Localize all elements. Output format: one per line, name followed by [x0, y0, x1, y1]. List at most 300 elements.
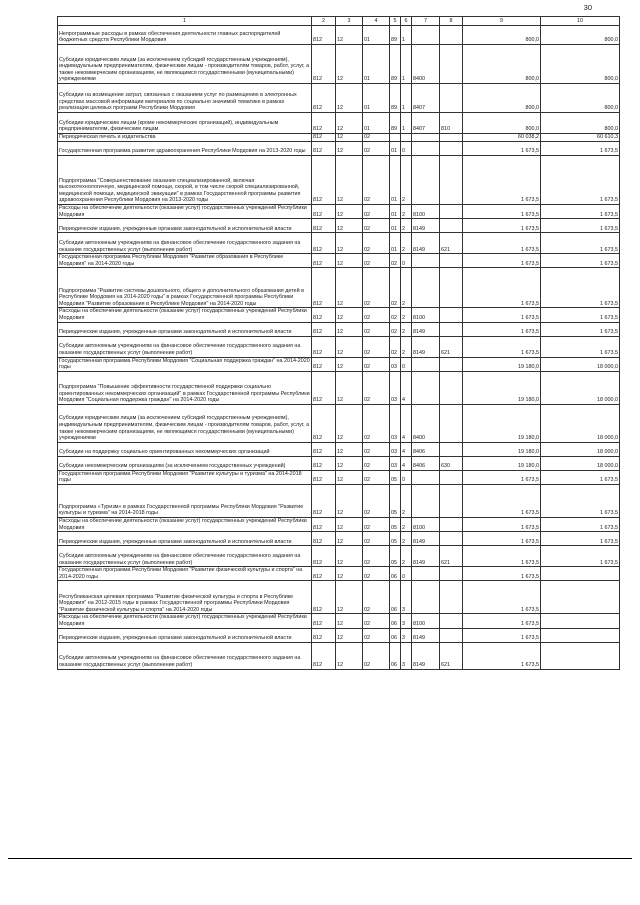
- table-cell: [440, 142, 463, 156]
- table-row: [58, 308, 620, 322]
- row-name-cell: Расходы на обеспечение деятельности (оказание услуг) государственных учреждений Республики Мордовия: [58, 205, 312, 219]
- table-row: [58, 484, 620, 517]
- row-name-cell: Республиканская целевая программа "Развитие физической культуры и спорта в Республике Мордовия" на 2012-2015 годы в рамках Государственной программы Республики Мордовия "Развитие физической культуры и спорта" на 2014-2020 годы: [58, 581, 312, 614]
- bottom-rule: [8, 858, 632, 859]
- table-cell: 8406: [412, 456, 440, 470]
- table-cell: 05: [390, 470, 401, 484]
- table-cell: 60 038,2: [463, 134, 541, 142]
- column-header: 9: [463, 17, 541, 26]
- table-cell: 3: [401, 614, 412, 628]
- table-cell: [440, 532, 463, 546]
- table-cell: 812: [312, 614, 336, 628]
- table-cell: 02: [363, 484, 390, 517]
- column-header: 6: [401, 17, 412, 26]
- row-name-cell: Государственная программа Республики Мордовия "Социальная поддержка граждан" на 2014-2020 годы: [59, 357, 310, 371]
- table-cell: 12: [336, 614, 363, 628]
- table-cell: 02: [363, 470, 390, 484]
- column-header: 8: [440, 17, 463, 26]
- table-cell: 812: [312, 254, 336, 268]
- table-cell: 812: [312, 26, 336, 45]
- table-cell: 1 673,5: [463, 532, 541, 546]
- table-cell: 8400: [412, 404, 440, 442]
- table-row: [58, 233, 620, 254]
- table-cell: 812: [312, 84, 336, 113]
- table-cell: 8100: [412, 614, 440, 628]
- table-cell: 1 673,5: [541, 336, 620, 357]
- table-cell: 812: [312, 470, 336, 484]
- table-row: [58, 156, 620, 205]
- table-cell: 12: [336, 470, 363, 484]
- table-cell: 8149: [412, 219, 440, 233]
- table-row: [58, 517, 620, 531]
- table-cell: 4: [401, 371, 412, 404]
- row-name-cell: Расходы на обеспечение деятельности (оказание услуг) государственных учреждений Республики Мордовия: [58, 614, 312, 628]
- table-cell: 800,0: [463, 84, 541, 113]
- table-cell: 12: [336, 322, 363, 336]
- table-cell: 8407: [412, 113, 440, 134]
- table-cell: 02: [363, 233, 390, 254]
- table-cell: 1 673,5: [463, 642, 541, 669]
- table-cell: 621: [440, 336, 463, 357]
- table-cell: [390, 134, 401, 142]
- table-cell: 1: [401, 84, 412, 113]
- table-row: [58, 336, 620, 357]
- table-cell: 89: [390, 45, 401, 84]
- row-name-cell: Периодические издания, учрежденные органами законодательной и исполнительной власти: [58, 322, 312, 336]
- table-cell: 1 673,5: [541, 254, 620, 268]
- table-cell: 12: [336, 268, 363, 308]
- table-cell: 1 673,5: [463, 308, 541, 322]
- table-cell: 12: [336, 404, 363, 442]
- table-cell: 18 000,0: [541, 442, 620, 456]
- table-cell: 1: [401, 113, 412, 134]
- row-name-cell: Расходы на обеспечение деятельности (оказание услуг) государственных учреждений Республики Мордовия: [58, 308, 312, 322]
- column-header: 5: [390, 17, 401, 26]
- row-name-cell: Субсидии юридическим лицам (кроме некоммерческих организаций), индивидуальным предпринимателям, физическим лицам: [58, 113, 312, 134]
- table-cell: 621: [440, 233, 463, 254]
- table-cell: 8149: [412, 642, 440, 669]
- table-cell: 8149: [412, 546, 440, 567]
- table-cell: 12: [336, 205, 363, 219]
- table-cell: 800,0: [541, 113, 620, 134]
- table-cell: 01: [390, 219, 401, 233]
- table-cell: 1: [401, 26, 412, 45]
- table-cell: 621: [440, 642, 463, 669]
- table-cell: 05: [390, 532, 401, 546]
- table-cell: 01: [390, 205, 401, 219]
- table-cell: 06: [390, 628, 401, 642]
- table-cell: 02: [363, 614, 390, 628]
- table-row: [58, 142, 620, 156]
- table-cell: [412, 156, 440, 205]
- table-cell: 800,0: [541, 26, 620, 45]
- table-cell: 12: [336, 567, 363, 581]
- row-name-cell: Субсидии на поддержку социально ориентированных некоммерческих организаций: [58, 442, 312, 456]
- table-cell: 1 673,5: [463, 546, 541, 567]
- table-cell: 03: [390, 371, 401, 404]
- table-cell: 02: [363, 268, 390, 308]
- column-header: 3: [336, 17, 363, 26]
- table-cell: 02: [390, 336, 401, 357]
- table-cell: [440, 134, 463, 142]
- table-cell: 2: [401, 546, 412, 567]
- table-cell: [440, 308, 463, 322]
- table-row: [58, 26, 620, 45]
- table-row: [58, 84, 620, 113]
- table-cell: 01: [363, 45, 390, 84]
- column-header: 1: [58, 17, 312, 26]
- table-cell: 8100: [412, 205, 440, 219]
- table-cell: 812: [312, 156, 336, 205]
- table-cell: 812: [312, 357, 336, 371]
- table-cell: 01: [390, 156, 401, 205]
- table-cell: 1 673,5: [541, 268, 620, 308]
- table-row: [58, 581, 620, 614]
- table-cell: [440, 26, 463, 45]
- table-cell: 812: [312, 322, 336, 336]
- table-row: [58, 642, 620, 669]
- table-cell: [412, 581, 440, 614]
- table-cell: 03: [390, 442, 401, 456]
- table-cell: 05: [390, 546, 401, 567]
- row-name-cell: Подпрограмма «Туризм» в рамках Государственной программы Республики Мордовия "Развитие культуры и туризма" на 2014-2018 годы: [58, 484, 312, 517]
- table-cell: 02: [363, 308, 390, 322]
- table-cell: 02: [363, 357, 390, 371]
- table-cell: 02: [363, 142, 390, 156]
- table-cell: [440, 628, 463, 642]
- table-cell: 812: [312, 205, 336, 219]
- table-row: [58, 254, 620, 268]
- table-cell: 02: [363, 322, 390, 336]
- column-header: 4: [363, 17, 390, 26]
- table-row: [58, 614, 620, 628]
- table-cell: [412, 371, 440, 404]
- row-name-cell: Подпрограмма "Повышение эффективности государственной поддержки социально ориентированных некоммерческих организаций" в рамках Государственной программы Республики Мордовия "Социальная поддержка граждан" на 2014-2020 годы: [58, 371, 312, 404]
- table-cell: 8149: [412, 322, 440, 336]
- table-cell: [440, 84, 463, 113]
- table-cell: 1 673,5: [541, 322, 620, 336]
- column-header: 7: [412, 17, 440, 26]
- table-cell: [541, 642, 620, 669]
- table-cell: 0: [401, 357, 412, 371]
- table-cell: 0: [401, 567, 412, 581]
- row-name-cell: Субсидии юридическим лицам (за исключением субсидий государственным учреждениям), индивидуальным предпринимателям, физическим лицам - производителям товаров, работ, услуг, а также некоммерческим организациям, не являющимся государственными (муниципальными) учреждениями: [58, 45, 312, 84]
- row-name-cell: Субсидии автономным учреждениям на финансовое обеспечение государственного задания на оказание государственных услуг (выполнение работ): [58, 642, 312, 669]
- table-cell: 812: [312, 484, 336, 517]
- table-cell: 02: [363, 336, 390, 357]
- table-row: [58, 456, 620, 470]
- table-cell: 06: [390, 567, 401, 581]
- table-cell: 0: [401, 470, 412, 484]
- table-cell: 8149: [412, 233, 440, 254]
- table-cell: 02: [363, 134, 390, 142]
- table-cell: 812: [312, 567, 336, 581]
- table-cell: 4: [401, 456, 412, 470]
- table-row: [58, 219, 620, 233]
- table-cell: 60 610,3: [541, 134, 620, 142]
- table-cell: [440, 614, 463, 628]
- table-cell: 800,0: [463, 45, 541, 84]
- row-name-cell: Субсидии автономным учреждениям на финансовое обеспечение государственного задания на оказание государственных услуг (выполнение работ): [58, 546, 312, 567]
- table-cell: 89: [390, 26, 401, 45]
- table-cell: 3: [401, 642, 412, 669]
- table-cell: 12: [336, 357, 363, 371]
- table-cell: 18 000,0: [541, 371, 620, 404]
- table-cell: 02: [363, 254, 390, 268]
- table-cell: 12: [336, 336, 363, 357]
- row-name-cell: Периодические издания, учрежденные органами законодательной и исполнительной власти: [58, 628, 312, 642]
- table-cell: 02: [363, 219, 390, 233]
- table-cell: [541, 567, 620, 581]
- table-cell: 812: [312, 517, 336, 531]
- table-cell: 02: [390, 254, 401, 268]
- row-name-cell: Подпрограмма "Развитие системы дошкольного, общего и дополнительного образования детей в Республике Мордовия на 2014-2020 годы" в рамках Государственной программы Республики Мордовия "Развитие образования в Республике Мордовия" на 2014-2020 годы: [58, 268, 312, 308]
- table-cell: 12: [336, 45, 363, 84]
- table-cell: 02: [363, 642, 390, 669]
- table-cell: 18 000,0: [541, 456, 620, 470]
- table-cell: 12: [336, 254, 363, 268]
- table-cell: 1 673,5: [463, 142, 541, 156]
- table-cell: 2: [401, 205, 412, 219]
- table-cell: 8400: [412, 45, 440, 84]
- table-cell: 19 180,0: [463, 442, 541, 456]
- table-cell: 1 673,5: [541, 546, 620, 567]
- table-cell: 01: [390, 233, 401, 254]
- table-cell: 02: [390, 322, 401, 336]
- table-cell: [440, 567, 463, 581]
- table-cell: 1 673,5: [541, 308, 620, 322]
- row-name-cell: Субсидии на возмещение затрат, связанных с оказанием услуг по размещению в электронных средствах массовой информации материалов по социально значимой тематике в рамках реализации целевых программ Республики Мордовия: [58, 84, 312, 113]
- table-cell: 8100: [412, 517, 440, 531]
- table-cell: 12: [336, 484, 363, 517]
- column-header: 2: [312, 17, 336, 26]
- column-header: 10: [541, 17, 620, 26]
- table-cell: 12: [336, 371, 363, 404]
- table-cell: 812: [312, 404, 336, 442]
- table-cell: 01: [363, 113, 390, 134]
- table-cell: 12: [336, 142, 363, 156]
- table-row: [58, 442, 620, 456]
- table-cell: 1 673,5: [541, 517, 620, 531]
- table-cell: [401, 134, 412, 142]
- table-cell: 12: [336, 442, 363, 456]
- table-cell: 2: [401, 268, 412, 308]
- table-cell: 812: [312, 581, 336, 614]
- table-cell: 812: [312, 113, 336, 134]
- table-cell: 800,0: [541, 84, 620, 113]
- table-cell: [440, 581, 463, 614]
- table-cell: 1 673,5: [541, 233, 620, 254]
- table-cell: 812: [312, 45, 336, 84]
- table-cell: [440, 156, 463, 205]
- table-cell: 03: [390, 404, 401, 442]
- table-cell: 621: [440, 546, 463, 567]
- row-name-cell: Периодические издания, учрежденные органами законодательной и исполнительной власти: [58, 532, 312, 546]
- table-cell: 2: [401, 308, 412, 322]
- table-cell: 8406: [412, 442, 440, 456]
- table-cell: 1 673,5: [541, 484, 620, 517]
- table-cell: 19 180,0: [463, 371, 541, 404]
- table-cell: 1 673,5: [541, 156, 620, 205]
- table-cell: 02: [363, 532, 390, 546]
- table-cell: 8149: [412, 532, 440, 546]
- table-cell: 8149: [412, 628, 440, 642]
- table-cell: [440, 45, 463, 84]
- table-row: [58, 532, 620, 546]
- table-cell: 12: [336, 581, 363, 614]
- table-cell: [440, 371, 463, 404]
- table-cell: 8407: [412, 84, 440, 113]
- table-cell: 06: [390, 614, 401, 628]
- table-cell: 0: [401, 142, 412, 156]
- table-cell: 89: [390, 113, 401, 134]
- table-cell: 02: [363, 156, 390, 205]
- table-cell: 8100: [412, 308, 440, 322]
- table-cell: 02: [363, 581, 390, 614]
- table-cell: 3: [401, 581, 412, 614]
- table-cell: [412, 567, 440, 581]
- row-name-cell: Субсидии юридическим лицам (за исключением субсидий государственным учреждениям), индивидуальным предпринимателям, физическим лицам - производителям товаров, работ, услуг, а также некоммерческим организациям, не являющимся государственными (муниципальными) учреждениями: [58, 404, 312, 442]
- table-row: [58, 45, 620, 84]
- table-cell: [440, 254, 463, 268]
- table-cell: 8149: [412, 336, 440, 357]
- row-name-cell: Расходы на обеспечение деятельности (оказание услуг) государственных учреждений Республики Мордовия: [58, 517, 312, 531]
- table-cell: 01: [390, 142, 401, 156]
- table-cell: [440, 322, 463, 336]
- table-cell: 12: [336, 546, 363, 567]
- table-cell: [440, 268, 463, 308]
- table-row: [58, 268, 620, 308]
- table-cell: [440, 484, 463, 517]
- table-cell: 18 000,0: [541, 404, 620, 442]
- table-cell: 2: [401, 233, 412, 254]
- table-cell: 1: [401, 45, 412, 84]
- table-cell: [440, 517, 463, 531]
- table-row: [58, 371, 620, 404]
- table-cell: 1 673,5: [463, 156, 541, 205]
- table-cell: 12: [336, 532, 363, 546]
- table-cell: 812: [312, 628, 336, 642]
- table-cell: [412, 142, 440, 156]
- table-cell: 812: [312, 233, 336, 254]
- table-cell: 800,0: [541, 45, 620, 84]
- row-name-cell: Периодические издания, учрежденные органами законодательной и исполнительной власти: [58, 219, 312, 233]
- table-cell: 810: [440, 113, 463, 134]
- table-cell: 2: [401, 517, 412, 531]
- table-cell: 1 673,5: [541, 532, 620, 546]
- table-cell: 1 673,5: [541, 205, 620, 219]
- table-cell: [541, 581, 620, 614]
- table-cell: 12: [336, 628, 363, 642]
- table-row: [58, 404, 620, 442]
- row-name-cell: Субсидии некоммерческим организациям (за исключением государственных учреждений): [58, 456, 312, 470]
- table-row: [58, 567, 620, 581]
- table-cell: [412, 357, 440, 371]
- table-cell: 02: [390, 308, 401, 322]
- table-cell: 812: [312, 642, 336, 669]
- row-name-cell: Подпрограмма "Совершенствование оказания специализированной, включая высокотехнологичную, медицинской помощи, скорой, в том числе скорой специализированной, медицинской помощи, медицинской эвакуации" в рамках Государственной программы развития здравоохранения Республики Мордовия на 2013-2020 годы: [58, 156, 312, 205]
- row-name-cell: Государственная программа Республики Мордовия "Развитие образования в Республике Мордовия" на 2014-2020 годы: [58, 254, 312, 268]
- table-cell: 12: [336, 308, 363, 322]
- table-row: [58, 470, 620, 484]
- table-cell: 812: [312, 371, 336, 404]
- table-cell: 2: [401, 322, 412, 336]
- table-cell: 03: [390, 456, 401, 470]
- table-cell: 812: [312, 142, 336, 156]
- table-cell: 02: [363, 442, 390, 456]
- row-name-cell: Субсидии автономным учреждениям на финансовое обеспечение государственного задания на оказание государственных услуг (выполнение работ): [58, 336, 312, 357]
- table-cell: 19 180,0: [463, 404, 541, 442]
- table-row: [58, 322, 620, 336]
- table-cell: 06: [390, 642, 401, 669]
- table-cell: 800,0: [463, 113, 541, 134]
- table-cell: 1 673,5: [463, 336, 541, 357]
- table-header-row: [58, 17, 620, 26]
- table-cell: 05: [390, 484, 401, 517]
- table-cell: 12: [336, 219, 363, 233]
- table-cell: [412, 470, 440, 484]
- table-cell: 630: [440, 456, 463, 470]
- table-cell: [440, 205, 463, 219]
- row-name-cell: Государственная программа развития здравоохранения Республики Мордовия на 2013-2020 годы: [58, 142, 312, 156]
- table-cell: 1 673,5: [463, 205, 541, 219]
- table-cell: 02: [363, 456, 390, 470]
- table-cell: 1 673,5: [463, 484, 541, 517]
- table-cell: 89: [390, 84, 401, 113]
- table-cell: 812: [312, 134, 336, 142]
- table-cell: 06: [390, 581, 401, 614]
- table-cell: 1 673,5: [463, 268, 541, 308]
- table-body: [58, 26, 620, 670]
- table-cell: [440, 470, 463, 484]
- table-cell: 02: [363, 567, 390, 581]
- table-cell: 2: [401, 484, 412, 517]
- table-cell: 812: [312, 336, 336, 357]
- table-cell: 2: [401, 532, 412, 546]
- table-cell: 1 673,5: [463, 614, 541, 628]
- table-cell: 2: [401, 219, 412, 233]
- table-cell: [541, 628, 620, 642]
- table-cell: 1 673,5: [463, 254, 541, 268]
- table-cell: [440, 219, 463, 233]
- row-name-cell: Субсидии автономным учреждениям на финансовое обеспечение государственного задания на оказание государственных услуг (выполнение работ): [58, 233, 312, 254]
- row-name-cell: Государственная программа Республики Мордовия "Развитие физической культуры и спорта" на 2014-2020 годы: [58, 567, 312, 581]
- table-cell: 1 673,5: [463, 581, 541, 614]
- table-cell: 05: [390, 517, 401, 531]
- table-cell: 18 000,0: [541, 357, 620, 371]
- budget-table: [57, 16, 620, 670]
- table-cell: 4: [401, 404, 412, 442]
- table-cell: 2: [401, 156, 412, 205]
- table-cell: 12: [336, 642, 363, 669]
- table-cell: 02: [363, 205, 390, 219]
- table-cell: [440, 442, 463, 456]
- table-cell: 812: [312, 456, 336, 470]
- table-cell: 0: [401, 254, 412, 268]
- table-cell: 1 673,5: [541, 470, 620, 484]
- table-cell: 4: [401, 442, 412, 456]
- table-cell: 12: [336, 456, 363, 470]
- table-cell: 1 673,5: [541, 142, 620, 156]
- row-name-cell: Государственная программа Республики Мордовия "Развитие культуры и туризма" на 2014-2018 годы: [58, 470, 312, 484]
- table-cell: 02: [363, 371, 390, 404]
- table-cell: 812: [312, 532, 336, 546]
- table-cell: 1 673,5: [463, 322, 541, 336]
- table-cell: 01: [363, 84, 390, 113]
- table-row: [58, 357, 620, 371]
- row-name-cell: Непрограммные расходы в рамках обеспечения деятельности главных распорядителей бюджетных средств Республики Мордовия: [58, 26, 312, 45]
- table-cell: 3: [401, 628, 412, 642]
